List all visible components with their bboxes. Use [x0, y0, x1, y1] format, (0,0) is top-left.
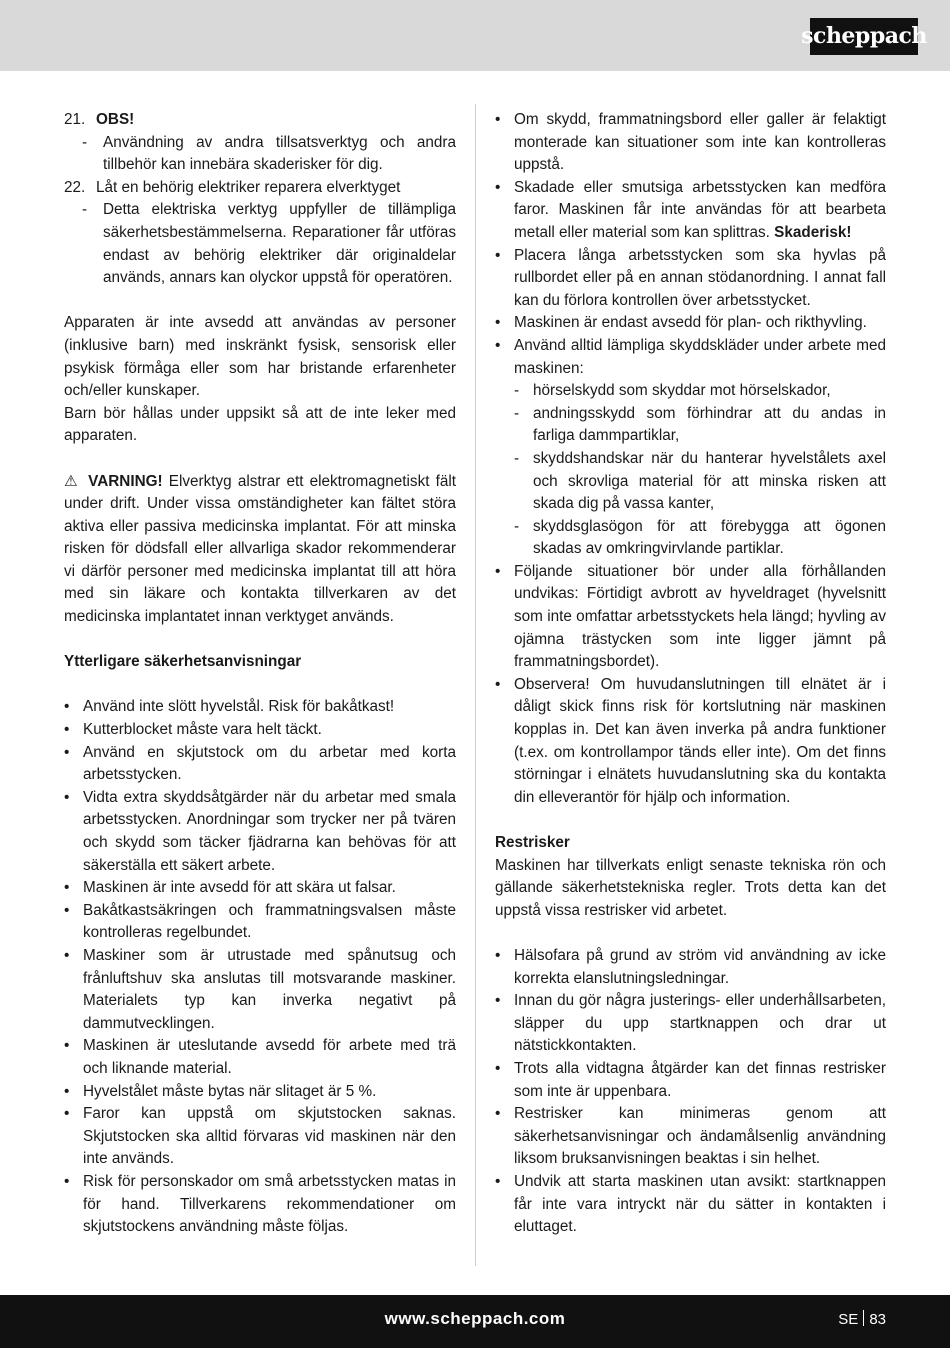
list-marker: • — [495, 1172, 501, 1190]
list-item — [64, 787, 456, 877]
list-item-text: Restrisker kan minimeras genom att säkerhetsanvisningar och ändamålsenlig användning liksom bruksanvisningen beaktas i sin helhet. — [514, 1105, 886, 1168]
safety-bullet-list — [64, 696, 456, 1238]
list-item-text: Använd alltid lämpliga skyddskläder under arbete med maskinen: — [514, 336, 886, 377]
list-item — [64, 877, 456, 900]
bullet-marker: • — [495, 336, 501, 354]
list-item — [495, 177, 886, 245]
warning-paragraph — [64, 471, 456, 629]
list-marker: • — [495, 1059, 501, 1077]
detail-text: Användning av andra tillsatsverktyg och andra tillbehör kan innebära skaderisker för dig. — [103, 133, 456, 174]
list-item-text: Använd en skjutstock om du arbetar med korta arbetsstycken. — [83, 743, 456, 784]
list-marker: • — [64, 879, 70, 897]
list-marker: - — [514, 404, 520, 422]
item-title: Låt en behörig elektriker reparera elverktyget — [96, 178, 401, 196]
page-indicator — [838, 1309, 886, 1332]
list-marker: - — [514, 449, 520, 467]
list-item — [495, 109, 886, 177]
list-marker: • — [64, 1172, 70, 1190]
list-item — [64, 696, 456, 719]
list-item-text: Om skydd, frammatningsbord eller galler är felaktigt monterade kan situationer som inte kan kontrolleras uppstå. — [514, 111, 886, 174]
list-item — [495, 945, 886, 990]
list-item — [495, 380, 886, 403]
list-item-text: Följande situationer bör under alla förhållanden undvikas: Förtidigt avbrott av hyveldraget (hyvelsnitt som inte omfattar arbetsstyckets hela längd; hyvling av ojämna trästycken som inte ligger jämnt på frammatningsbordet). — [514, 562, 886, 671]
list-item-text: Innan du gör några justerings- eller underhållsarbeten, släpper du upp startknappen och drar ut nätstickkontakten. — [514, 992, 886, 1055]
list-marker: • — [64, 698, 70, 716]
list-marker: - — [514, 382, 520, 400]
injury-risk-label: Skaderisk! — [774, 223, 852, 241]
section-heading: Restrisker — [495, 834, 570, 851]
bullet-marker: • — [495, 675, 501, 693]
list-item-text: Hyvelstålet måste bytas när slitaget är 5 %. — [83, 1082, 377, 1100]
paragraph-persons: Apparaten är inte avsedd att användas av personer (inklusive barn) med inskränkt fysisk, sensorisk eller psykisk förmåga eller som har bristande erfarenheter och/eller kunskaper. — [64, 314, 456, 400]
residual-risk-list — [495, 945, 886, 1239]
item-22 — [64, 177, 456, 200]
list-item-text: Placera långa arbetsstycken som ska hyvlas på rullbordet eller på en annan stödanordning. I annat fall kan du förlora kontrollen över arbetsstycket. — [514, 246, 886, 309]
list-item — [495, 335, 886, 380]
list-item — [495, 516, 886, 561]
list-item — [64, 1035, 456, 1080]
protective-gear-list — [495, 380, 886, 561]
list-marker: • — [64, 788, 70, 806]
list-item-text: Bakåtkastsäkringen och frammatningsvalsen måste kontrolleras regelbundet. — [83, 901, 456, 942]
item-number: 21. — [64, 111, 86, 128]
list-marker: • — [64, 946, 70, 964]
bullet-marker: • — [495, 314, 501, 332]
separator — [863, 1310, 864, 1326]
bullet-marker: • — [495, 246, 501, 264]
list-item — [495, 403, 886, 448]
list-item-text: Använd inte slött hyvelstål. Risk för bakåtkast! — [83, 698, 395, 716]
paragraph-children: Barn bör hållas under uppsikt så att de inte leker med apparaten. — [64, 404, 456, 445]
language-code: SE — [838, 1311, 859, 1328]
list-item — [64, 945, 456, 1035]
list-marker: • — [495, 992, 501, 1010]
bullet-marker: • — [495, 178, 501, 196]
warning-label: VARNING! — [88, 472, 163, 490]
item-title: OBS! — [96, 111, 135, 128]
list-marker: • — [64, 743, 70, 761]
item-21 — [64, 109, 456, 132]
list-item — [64, 1171, 456, 1239]
list-item-text: Undvik att starta maskinen utan avsikt: startknappen får inte vara intryckt när du sätter in kontakten i eluttaget. — [514, 1172, 886, 1236]
list-item-text: skyddsglasögon för att förebygga att ögonen skadas av omkringvirvlande partiklar. — [533, 517, 886, 558]
list-item — [495, 674, 886, 810]
item-21-detail — [64, 132, 456, 177]
list-item-text: Vidta extra skyddsåtgärder när du arbetar med smala arbetsstycken. Anordningar som trycker ner på tvären och skydd som täcker fjädrarna kan behövas för att säkerställa ett säkert arbete. — [83, 788, 456, 874]
list-item-text: Maskiner som är utrustade med spånutsug och frånluftshuv ska anslutas till motsvarande maskiner. Materialets typ kan inverka negativt på dammutvecklingen. — [83, 946, 456, 1032]
footer-bar — [0, 1295, 950, 1348]
list-item — [495, 1171, 886, 1239]
list-item — [64, 742, 456, 787]
list-marker: • — [64, 721, 70, 739]
list-item-text: hörselskydd som skyddar mot hörselskador, — [533, 382, 831, 400]
dash-marker: - — [82, 201, 88, 219]
column-divider — [475, 104, 476, 1266]
list-item-text: Trots alla vidtagna åtgärder kan det finnas restrisker som inte är uppenbara. — [514, 1059, 886, 1100]
list-item-text: Kutterblocket måste vara helt täckt. — [83, 721, 322, 739]
list-item — [495, 1103, 886, 1171]
paragraph-residual-risks: Maskinen har tillverkats enligt senaste tekniska rön och gällande säkerhetstekniska regler. Trots detta kan det uppstå vissa restrisker vid arbetet. — [495, 856, 886, 919]
list-item-text: andningsskydd som förhindrar att du andas in farliga dammpartiklar, — [533, 404, 886, 445]
list-item — [64, 719, 456, 742]
list-item — [64, 900, 456, 945]
bullet-marker: • — [495, 562, 501, 580]
list-item — [495, 312, 886, 335]
item-number: 22. — [64, 178, 86, 196]
list-item — [64, 1103, 456, 1171]
dash-marker: - — [82, 133, 88, 151]
header-bar — [0, 0, 950, 71]
list-item — [495, 245, 886, 313]
list-item — [495, 990, 886, 1058]
list-item-text: Maskinen är endast avsedd för plan- och rikthyvling. — [514, 314, 867, 332]
list-item-text: Observera! Om huvudanslutningen till elnätet är i dåligt skick finns risk för kortslutning när maskinen kopplas in. Det kan även inverka på andra funktioner (t.ex. om kontrollampor tänds eller inte). Om det finns störningar i elnätets huvudanslutning ska du kontakta din elleverantör för hjälp och information. — [514, 675, 886, 806]
list-item-text — [514, 177, 886, 245]
warning-text: Elverktyg alstrar ett elektromagnetiskt fält under drift. Under vissa omständigheter kan fältet störa aktiva eller passiva medicinska implantat. För att minska risken för dödsfall eller allvarliga skador rekommenderar vi därför personer med medicinska implantat till att höra med sin läkare och kontakta tillverkaren av det medicinska implantatet innan verktyget används. — [64, 472, 457, 626]
list-marker: - — [514, 517, 520, 535]
right-column — [495, 109, 886, 1239]
list-item-text: Faror kan uppstå om skjutstocken saknas. Skjutstocken ska alltid förvaras vid maskinen när den inte används. — [83, 1105, 456, 1168]
list-item-body: Skadade eller smutsiga arbetsstycken kan medföra faror. Maskinen får inte användas för att bearbeta metall eller material som kan splittras. — [514, 178, 886, 241]
page-number: 83 — [869, 1311, 886, 1328]
item-22-detail — [64, 199, 456, 289]
detail-text: Detta elektriska verktyg uppfyller de tillämpliga säkerhetsbestämmelserna. Reparationer får utföras endast av behörig elektriker där originaldelar används, annars kan olyckor uppstå för operatören. — [103, 201, 456, 287]
list-item-text: Maskinen är uteslutande avsedd för arbete med trä och liknande material. — [83, 1037, 456, 1077]
list-item — [495, 1058, 886, 1103]
list-marker: • — [64, 1037, 70, 1055]
list-marker: • — [64, 1105, 70, 1123]
list-item — [495, 561, 886, 674]
warning-icon: ⚠ — [64, 472, 78, 490]
scheppach-logo: scheppach — [810, 18, 918, 55]
left-column — [64, 109, 456, 1239]
list-marker: • — [64, 901, 70, 919]
list-item — [64, 1081, 456, 1104]
list-marker: • — [495, 1105, 501, 1123]
list-item-text: skyddshandskar när du hanterar hyvelstålets axel och skrovliga material för att minska risken att skada dig på vassa kanter, — [533, 449, 886, 513]
list-marker: • — [495, 946, 501, 964]
list-item-text: Maskinen är inte avsedd för att skära ut falsar. — [83, 879, 396, 897]
list-item — [495, 448, 886, 516]
website-link[interactable]: www.scheppach.com — [384, 1309, 566, 1328]
list-item-text: Hälsofara på grund av ström vid användning av icke korrekta elanslutningsledningar. — [514, 946, 886, 987]
bullet-marker: • — [495, 111, 501, 128]
list-marker: • — [64, 1082, 70, 1100]
section-heading: Ytterligare säkerhetsanvisningar — [64, 653, 302, 671]
list-item-text: Risk för personskador om små arbetsstycken matas in för hand. Tillverkarens rekommendationer om skjutstockens användning måste följas. — [83, 1172, 456, 1236]
